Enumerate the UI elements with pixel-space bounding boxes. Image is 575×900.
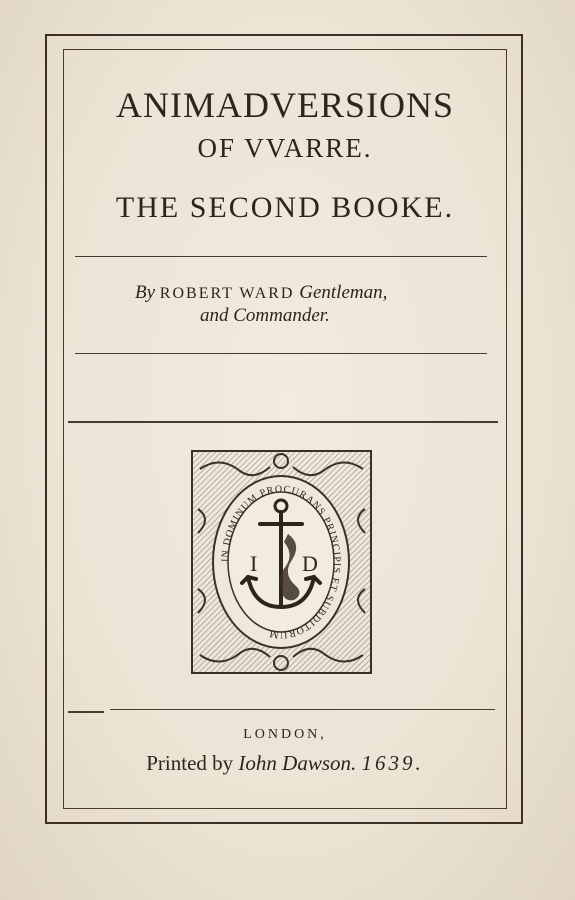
device-initial-right: D	[302, 551, 318, 576]
rule-above-imprint	[110, 709, 495, 710]
printers-device	[190, 449, 373, 675]
title-line-2: OF VVARRE.	[197, 133, 373, 163]
device-initial-left: I	[250, 551, 258, 576]
byline	[135, 282, 465, 304]
rule-above-byline	[75, 256, 487, 257]
printers-device-woodcut	[190, 449, 373, 675]
byline-role: Gentleman,	[299, 282, 388, 303]
byline-by: By	[135, 282, 156, 303]
device-motto: IN DOMINUM PROCURANS PRINCIPIS ET SUBDITORUM	[219, 483, 343, 641]
imprint-printed-by: Printed by	[146, 751, 234, 775]
imprint-printer: Iohn Dawson.	[238, 751, 357, 775]
byline-author: ROBERT WARD	[159, 285, 295, 302]
title-line-3: THE SECOND BOOKE.	[115, 191, 455, 224]
rule-above-imprint-left	[68, 711, 104, 713]
byline-line-2: and Commander.	[200, 305, 330, 326]
title-line-1: ANIMADVERSIONS	[115, 85, 455, 125]
imprint-place: LONDON,	[243, 727, 327, 742]
imprint-year: 1639.	[361, 751, 424, 775]
rule-below-byline	[75, 353, 487, 354]
rule-above-device	[68, 421, 498, 423]
imprint-line	[60, 751, 510, 776]
